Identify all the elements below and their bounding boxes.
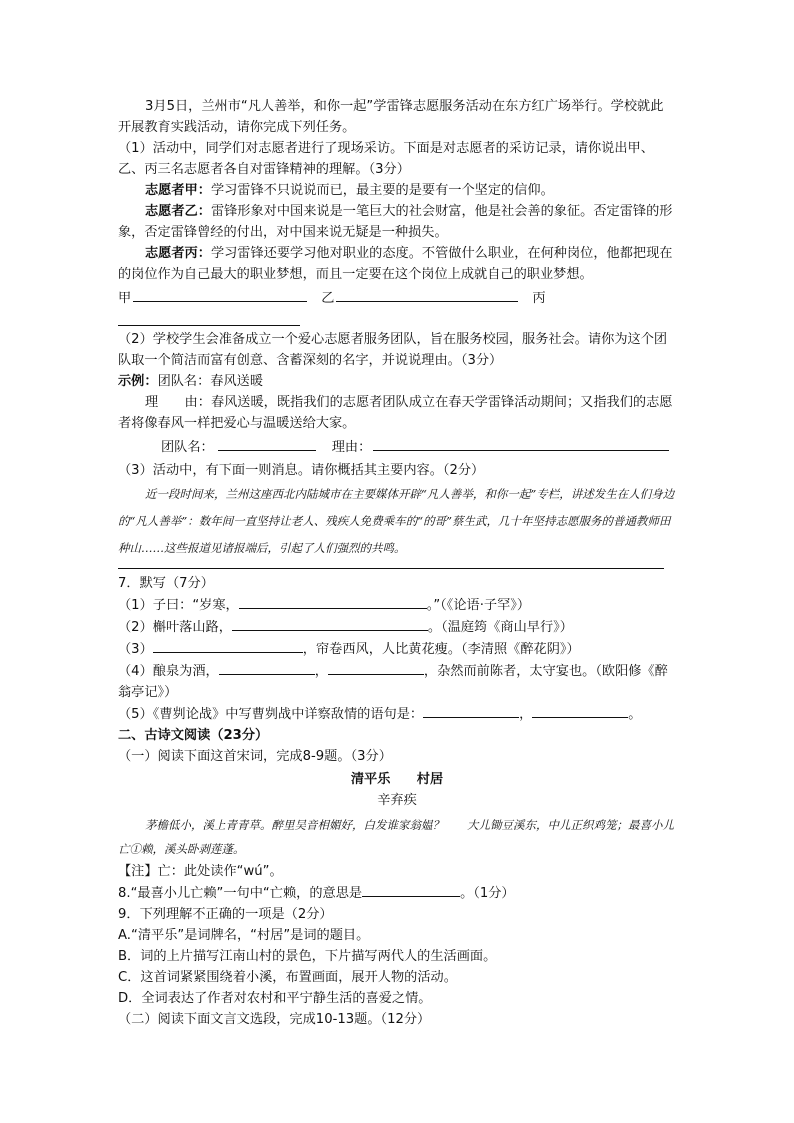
q7-5-text: （5）《曹刿论战》中写曹刿战中详察敌情的语句是： [118, 707, 424, 722]
q1-prompt: （1）活动中，同学们对志愿者进行了现场采访。下面是对志愿者的采访记录，请你说出甲、乙、丙三名志愿者各自对雷锋精神的理解。（3分） [118, 141, 654, 177]
q7-2-source: 。（温庭筠《商山早行》） [427, 620, 573, 635]
q3-answer-line[interactable] [118, 568, 664, 569]
q7-5-end: 。 [628, 707, 642, 722]
volunteer-b-text: 雷锋形象对中国来说是一笔巨大的社会财富，他是社会善的象征。否定雷锋的形象，否定雷锋曾经的付出，对中国来说无疑是一种损失。 [118, 204, 673, 240]
intro-paragraph: 3月5日，兰州市“凡人善举，和你一起”学雷锋志愿服务活动在东方红广场举行。学校就此开展教育实践活动，请你完成下列任务。 [118, 99, 664, 135]
q7-line-4 [118, 660, 676, 703]
q7-3-blank[interactable] [153, 638, 303, 653]
q7-line-5 [118, 703, 676, 725]
volunteer-a-text: 学习雷锋不只说说而已，最主要的是要有一个坚定的信仰。 [210, 183, 554, 198]
q7-2-text: （2）槲叶落山路， [118, 620, 232, 635]
q1-answer-row [118, 287, 676, 309]
q7-5-comma: ， [519, 707, 533, 722]
q7-4-comma: ， [314, 664, 328, 679]
q7-1-text: （1）子曰：“岁寒， [118, 598, 239, 613]
section-2-title: 二、古诗文阅读（23分） [118, 728, 269, 743]
q9-option-c[interactable]: C．这首词紧紧围绕着小溪，布置画面，展开人物的活动。 [118, 970, 457, 985]
yi-blank[interactable] [336, 287, 518, 302]
volunteer-b-label: 志愿者乙： [145, 204, 211, 219]
q7-2-blank[interactable] [232, 616, 428, 631]
example-name: 团队名：春风送暖 [157, 374, 264, 389]
q7-3-num: （3） [118, 642, 153, 657]
q8-blank[interactable] [362, 882, 460, 897]
q7-4-blank-1[interactable] [219, 660, 315, 675]
q9-prompt: 9．下列理解不正确的一项是（2分） [118, 907, 333, 922]
q9-option-a[interactable]: A.“清平乐”是词牌名，“村居”是词的题目。 [118, 928, 370, 943]
volunteer-a-label: 志愿者甲： [145, 183, 211, 198]
q7-title: 7．默写（7分） [118, 576, 214, 591]
jia-label: 甲 [118, 291, 132, 306]
q7-3-source: ，帘卷西风，人比黄花瘦。（李清照《醉花阴》） [302, 642, 580, 657]
q7-line-2 [118, 616, 676, 638]
poem-author: 辛弃疾 [377, 793, 417, 808]
q3-prompt: （3）活动中，有下面一则消息。请你概括其主要内容。（2分） [118, 463, 485, 478]
reason-blank[interactable] [373, 436, 669, 451]
q7-5-blank-1[interactable] [423, 703, 519, 718]
q7-4-text: （4）酿泉为酒， [118, 664, 219, 679]
volunteer-c-text: 学习雷锋还要学习他对职业的态度。不管做什么职业，在何种岗位，他都把现在的岗位作为自己最大的职业梦想，而且一定要在这个岗位上成就自己的职业梦想。 [118, 246, 673, 282]
team-name-blank[interactable] [218, 436, 316, 451]
q7-line-1 [118, 594, 676, 616]
volunteer-b [118, 201, 676, 243]
q9-option-b[interactable]: B．词的上片描写江南山村的景色，下片描写两代人的生活画面。 [118, 949, 497, 964]
q2-prompt: （2）学校学生会准备成立一个爱心志愿者服务团队，旨在服务校园，服务社会。请你为这个团队取一个简洁而富有创意、含蓄深刻的名字，并说说理由。（3分） [118, 332, 668, 368]
q7-1-blank[interactable] [239, 594, 427, 609]
q2-answer-row [118, 436, 676, 458]
team-name-label: 团队名： [161, 440, 214, 455]
exam-page [118, 96, 676, 1030]
example-line [118, 371, 676, 392]
q8-line [118, 882, 676, 904]
q7-line-3 [118, 638, 676, 660]
bing-blank[interactable] [118, 311, 300, 326]
bing-blank-row [118, 311, 676, 326]
jia-blank[interactable] [133, 287, 307, 302]
volunteer-c-label: 志愿者丙： [145, 246, 211, 261]
poem-note: 【注】亡：此处读作“wú”。 [118, 864, 283, 879]
poem-title: 清平乐 村居 [350, 772, 444, 787]
poem-text: 茅檐低小，溪上青青草。醉里吴音相媚好，白发谁家翁媪？ 大儿锄豆溪东，中儿正织鸡笼；最喜小儿亡①赖，溪头卧剥莲蓬。 [118, 818, 674, 856]
volunteer-a [118, 180, 676, 201]
q7-4-source: ，杂然而前陈者，太守宴也。（欧阳修《醉翁亭记》） [118, 664, 668, 700]
example-reason [118, 392, 676, 434]
example-reason-text: 春风送暖，既指我们的志愿者团队成立在春天学雷锋活动期间；又指我们的志愿者将像春风一样把爱心与温暖送给大家。 [118, 395, 673, 431]
yi-label: 乙 [321, 291, 335, 306]
example-label: 示例： [118, 374, 158, 389]
q7-1-source: 。”（《论语·子罕》） [426, 598, 531, 613]
news-text: 近一段时间来，兰州这座西北内陆城市在主要媒体开辟“凡人善举，和你一起”专栏，讲述发生在人们身边的“凡人善举”：数年间一直坚持让老人、残疾人免费乘车的“的哥”蔡生武，几十年坚持志愿服务的普通教师田种山……这些报道见诸报端后，引起了人们强烈的共鸣。 [118, 487, 675, 555]
q8-text: 8.“最喜小儿亡赖”一句中“亡赖，的意思是 [118, 886, 363, 901]
section-2-sub2: （二）阅读下面文言文选段，完成10-13题。（12分） [118, 1012, 431, 1027]
q7-5-blank-2[interactable] [532, 703, 628, 718]
q8-score: 。（1分） [460, 886, 515, 901]
example-reason-label: 理 由： [145, 395, 211, 410]
section-2-sub1: （一）阅读下面这首宋词，完成8-9题。（3分） [118, 749, 392, 764]
bing-label: 丙 [532, 291, 546, 306]
reason-blank-label: 理由： [331, 440, 372, 455]
q9-option-d[interactable]: D．全词表达了作者对农村和平宁静生活的喜爱之情。 [118, 991, 432, 1006]
volunteer-c [118, 243, 676, 285]
q7-4-blank-2[interactable] [328, 660, 424, 675]
